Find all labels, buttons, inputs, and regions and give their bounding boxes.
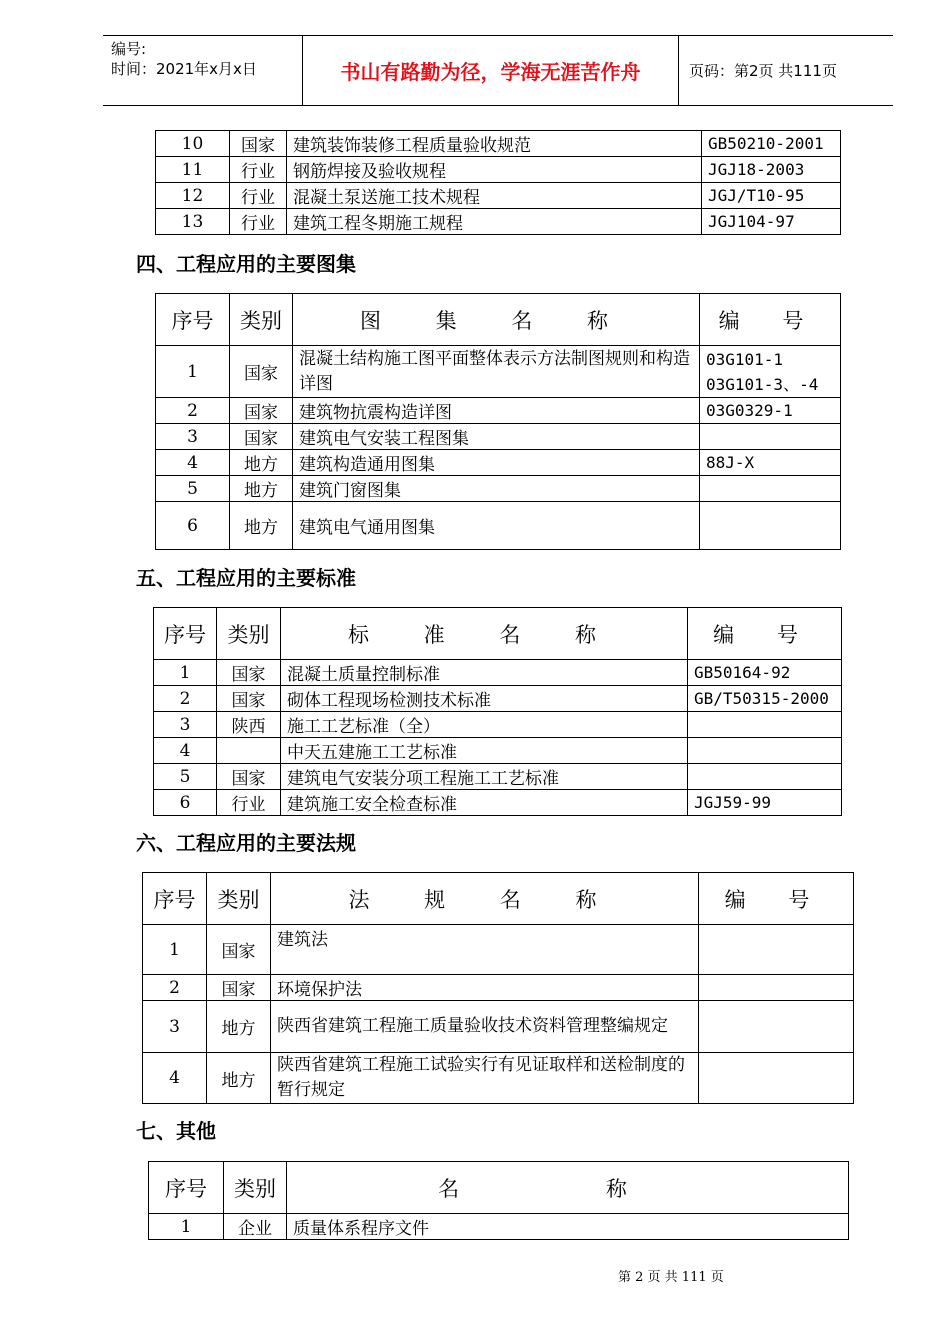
table-row: 13 行业 建筑工程冬期施工规程 JGJ104-97 xyxy=(156,209,841,235)
standards-table xyxy=(153,607,842,816)
table-row: 1 国家 建筑法 xyxy=(143,925,854,975)
table-row: 2 国家 建筑物抗震构造详图 03G0329-1 xyxy=(156,398,841,424)
number-label: 编号: xyxy=(111,40,147,58)
table-header-row: 序号 类别 法 规 名 称 编 号 xyxy=(143,873,854,925)
table-continued xyxy=(155,130,841,235)
table-row: 1 国家 混凝土结构施工图平面整体表示方法制图规则和构造详图 03G101-1 03G101-3、-4 xyxy=(156,346,841,398)
section-5-title: 五、工程应用的主要标准 xyxy=(136,566,356,590)
section-7-title: 七、其他 xyxy=(136,1119,216,1143)
table-row: 5 国家 建筑电气安装分项工程施工工艺标准 xyxy=(154,764,842,790)
table-row: 4 地方 建筑构造通用图集 88J-X xyxy=(156,450,841,476)
table-row: 6 行业 建筑施工安全检查标准 JGJ59-99 xyxy=(154,790,842,816)
table-row: 6 地方 建筑电气通用图集 xyxy=(156,502,841,550)
page-footer: 第 2 页 共 111 页 xyxy=(618,1270,724,1285)
table-row: 5 地方 建筑门窗图集 xyxy=(156,476,841,502)
atlas-table xyxy=(155,293,841,550)
table-row: 12 行业 混凝土泵送施工技术规程 JGJ/T10-95 xyxy=(156,183,841,209)
header-page-info: 页码：第2页 共111页 xyxy=(689,62,837,80)
table-row: 3 陕西 施工工艺标准（全） xyxy=(154,712,842,738)
table-header-row: 序号 类别 名 称 xyxy=(149,1162,849,1214)
table-row: 11 行业 钢筋焊接及验收规程 JGJ18-2003 xyxy=(156,157,841,183)
table-row: 3 地方 陕西省建筑工程施工质量验收技术资料管理整编规定 xyxy=(143,1001,854,1053)
section-6-title: 六、工程应用的主要法规 xyxy=(136,831,356,855)
time-label: 时间：2021年x月x日 xyxy=(111,60,257,78)
table-row: 2 国家 砌体工程现场检测技术标准 GB/T50315-2000 xyxy=(154,686,842,712)
section-4-title: 四、工程应用的主要图集 xyxy=(136,252,356,276)
table-row: 3 国家 建筑电气安装工程图集 xyxy=(156,424,841,450)
table-row: 10 国家 建筑装饰装修工程质量验收规范 GB50210-2001 xyxy=(156,131,841,157)
other-table xyxy=(148,1161,849,1240)
table-header-row: 序号 类别 图 集 名 称 编 号 xyxy=(156,294,841,346)
header-motto: 书山有路勤为径，学海无涯苦作舟 xyxy=(303,36,679,105)
regulations-table xyxy=(142,872,854,1104)
header-meta xyxy=(103,36,303,105)
table-row: 1 国家 混凝土质量控制标准 GB50164-92 xyxy=(154,660,842,686)
table-row: 4 地方 陕西省建筑工程施工试验实行有见证取样和送检制度的暂行规定 xyxy=(143,1053,854,1104)
table-header-row: 序号 类别 标 准 名 称 编 号 xyxy=(154,608,842,660)
table-row: 2 国家 环境保护法 xyxy=(143,975,854,1001)
page-header xyxy=(103,35,893,106)
table-row: 4 中天五建施工工艺标准 xyxy=(154,738,842,764)
table-row: 1 企业 质量体系程序文件 xyxy=(149,1214,849,1240)
